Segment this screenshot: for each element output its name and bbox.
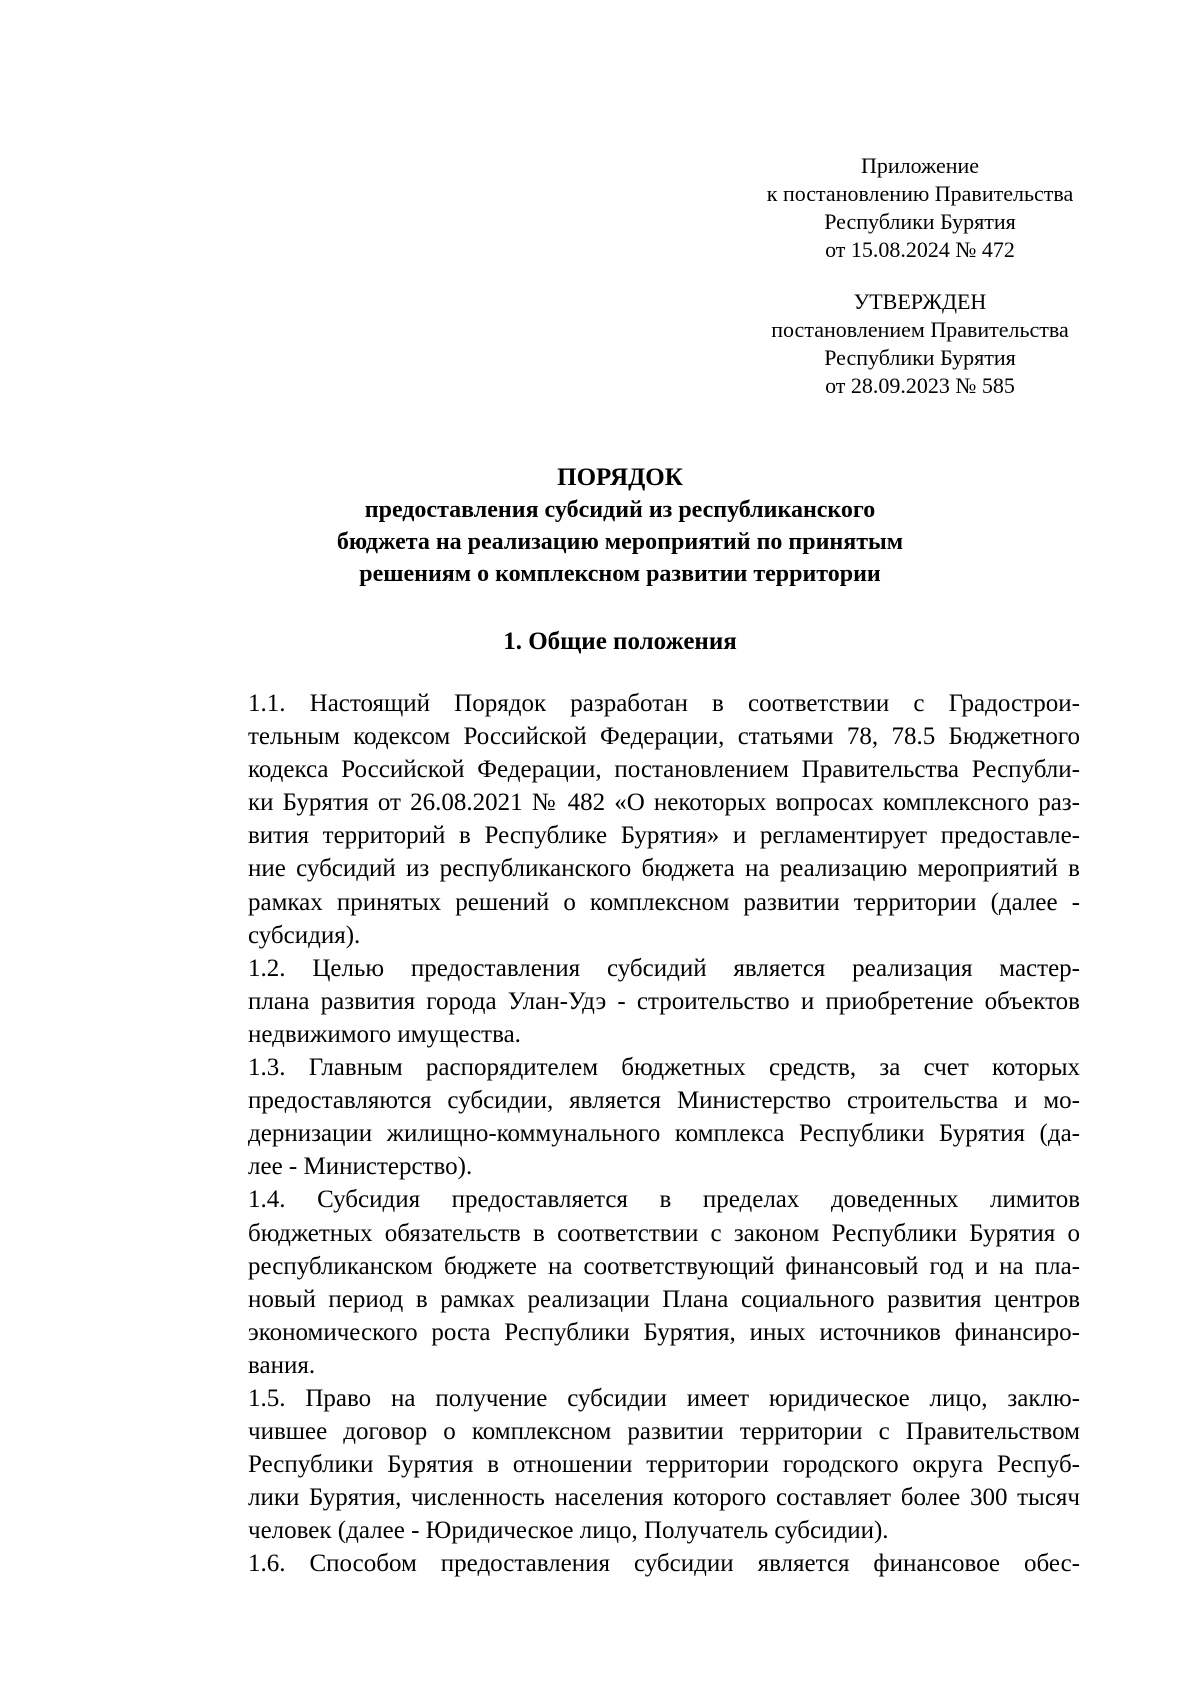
text-line: республиканском бюджете на соответствующий финансовый год и на пла-	[248, 1252, 1080, 1280]
text-line: лее - Министерство).	[248, 1153, 473, 1181]
text-line: человек (далее - Юридическое лицо, Получатель субсидии).	[248, 1517, 889, 1545]
approved-line: УТВЕРЖДЕН	[853, 289, 987, 314]
text-line: 1.6. Способом предоставления субсидии является финансовое обес-	[248, 1550, 1080, 1578]
appendix-line: Республики Бурятия	[824, 209, 1016, 234]
paragraph-1-3	[172, 1051, 1080, 1183]
text-line: субсидия).	[248, 921, 361, 949]
text-line: недвижимого имущества.	[248, 1020, 521, 1048]
title-line: предоставления субсидий из республиканского	[364, 497, 876, 523]
text-line: рамках принятых решений о комплексном развитии территории (далее -	[248, 888, 1080, 916]
section-heading: 1. Общие положения	[503, 628, 737, 655]
text-line: Республики Бурятия в отношении территории городского округа Респуб-	[248, 1451, 1080, 1479]
text-line: кодекса Российской Федерации, постановлением Правительства Республи-	[248, 756, 1080, 784]
text-line: 1.1. Настоящий Порядок разработан в соответствии с Градострои-	[248, 690, 1080, 717]
text-line: плана развития города Улан-Удэ - строительство и приобретение объектов	[248, 987, 1080, 1015]
appendix-header	[735, 152, 1105, 264]
approved-line: от 28.09.2023 № 585	[825, 373, 1015, 398]
body-text	[172, 687, 1080, 1581]
document-title	[160, 462, 1080, 590]
text-line: лики Бурятия, численность населения которого составляет более 300 тысяч	[248, 1484, 1080, 1512]
paragraph-1-1	[172, 687, 1080, 952]
paragraph-1-2	[172, 952, 1080, 1051]
text-line: 1.2. Целью предоставления субсидий является реализация мастер-	[248, 954, 1080, 982]
title-line: решениям о комплексном развитии территории	[359, 561, 881, 587]
text-line: вания.	[248, 1351, 316, 1379]
title-line: бюджета на реализацию мероприятий по принятым	[336, 529, 904, 555]
text-line: 1.4. Субсидия предоставляется в пределах доведенных лимитов	[248, 1186, 1080, 1214]
approved-line: Республики Бурятия	[824, 345, 1016, 370]
text-line: вития территорий в Республике Бурятия» и регламентирует предоставле-	[248, 822, 1080, 850]
approved-line: постановлением Правительства	[771, 317, 1069, 342]
text-line: тельным кодексом Российской Федерации, статьями 78, 78.5 Бюджетного	[248, 723, 1080, 751]
text-line: 1.5. Право на получение субсидии имеет юридическое лицо, заклю-	[248, 1384, 1080, 1412]
text-line: чившее договор о комплексном развитии территории с Правительством	[248, 1418, 1080, 1446]
appendix-line: Приложение	[860, 153, 980, 178]
text-line: предоставляются субсидии, является Министерство строительства и мо-	[248, 1087, 1080, 1115]
appendix-line: от 15.08.2024 № 472	[825, 237, 1015, 262]
paragraph-1-4	[172, 1183, 1080, 1382]
paragraph-1-6	[172, 1547, 1080, 1580]
title-main: ПОРЯДОК	[557, 464, 683, 491]
text-line: ки Бурятия от 26.08.2021 № 482 «О некоторых вопросах комплексного раз-	[248, 789, 1080, 817]
text-line: 1.3. Главным распорядителем бюджетных средств, за счет которых	[248, 1054, 1080, 1082]
text-line: новый период в рамках реализации Плана социального развития центров	[248, 1285, 1080, 1313]
appendix-line: к постановлению Правительства	[766, 181, 1074, 206]
text-line: экономического роста Республики Бурятия, иных источников финансиро-	[248, 1318, 1080, 1346]
approved-header	[735, 288, 1105, 400]
text-line: ние субсидий из республиканского бюджета на реализацию мероприятий в	[248, 855, 1080, 883]
text-line: бюджетных обязательств в соответствии с законом Республики Бурятия о	[248, 1219, 1080, 1247]
text-line: дернизации жилищно-коммунального комплекса Республики Бурятия (да-	[248, 1120, 1080, 1148]
paragraph-1-5	[172, 1382, 1080, 1547]
